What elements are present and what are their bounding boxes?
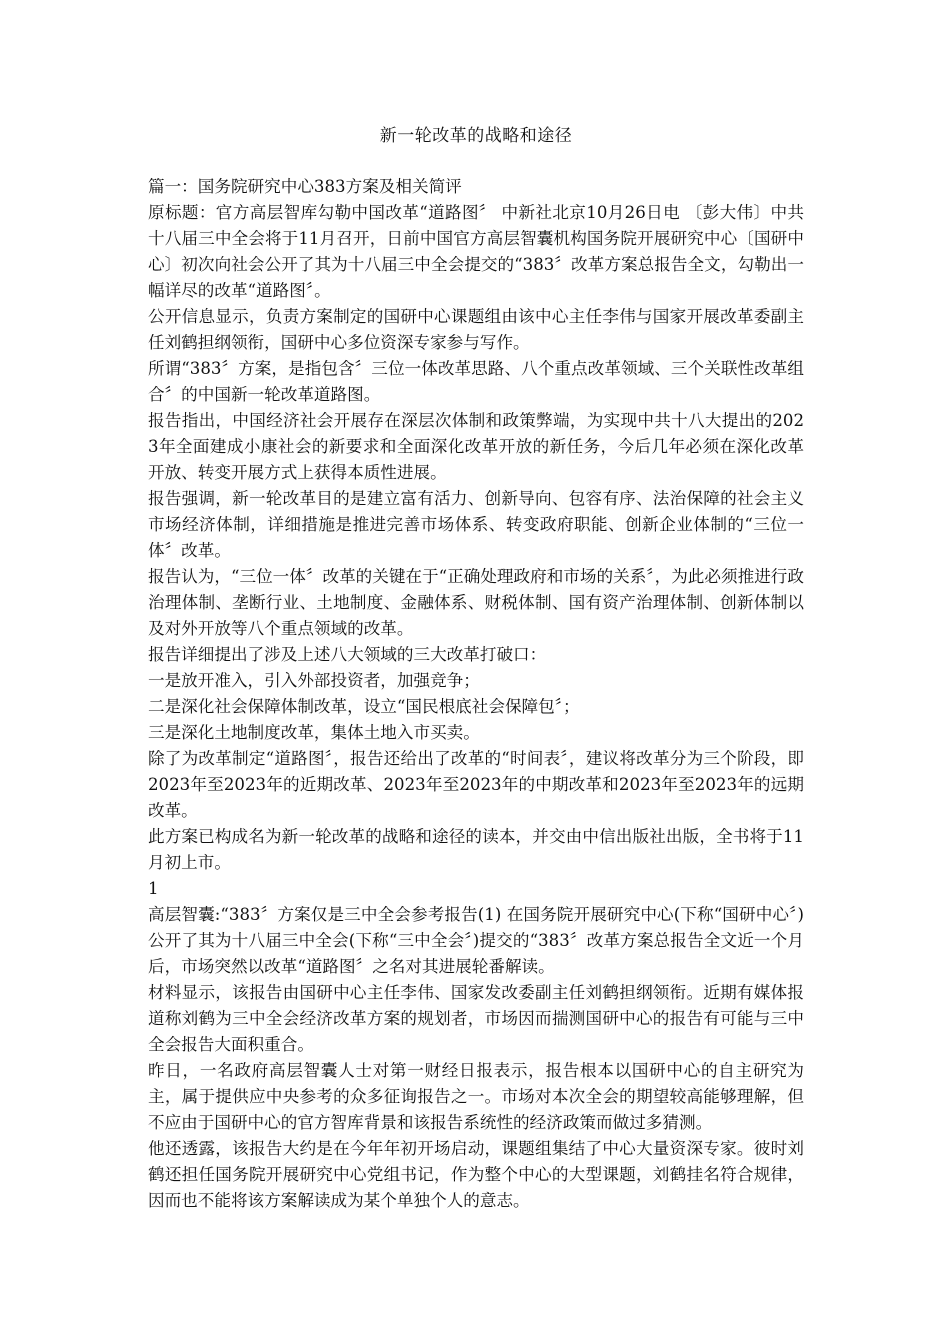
paragraph: 公开信息显示，负责方案制定的国研中心课题组由该中心主任李伟与国家开展改革委副主任刘鹤担纲领衔，国研中心多位资深专家参与写作。 <box>148 307 804 352</box>
document-page <box>148 122 804 1214</box>
paragraph: 材料显示，该报告由国研中心主任李伟、国家发改委副主任刘鹤担纲领衔。近期有媒体报道称刘鹤为三中全会经济改革方案的规划者，市场因而揣测国研中心的报告有可能与三中全会报告大面积重合。 <box>148 983 804 1054</box>
paragraph: 篇一：国务院研究中心383方案及相关简评 <box>148 177 462 196</box>
paragraph: 他还透露，该报告大约是在今年年初开场启动，课题组集结了中心大量资深专家。彼时刘鹤还担任国务院开展研究中心党组书记，作为整个中心的大型课题，刘鹤挂名符合规律，因而也不能将该方案解读成为某个单独个人的意志。 <box>148 1139 804 1210</box>
paragraph: 一是放开准入，引入外部投资者，加强竞争； <box>148 671 480 690</box>
paragraph: 报告强调，新一轮改革目的是建立富有活力、创新导向、包容有序、法治保障的社会主义市场经济体制，详细措施是推进完善市场体系、转变政府职能、创新企业体制的“三位一体〞改革。 <box>148 489 804 560</box>
paragraph: 三是深化土地制度改革，集体土地入市买卖。 <box>148 723 480 742</box>
paragraph: 报告认为，“三位一体〞改革的关键在于“正确处理政府和市场的关系〞，为此必须推进行政治理体制、垄断行业、土地制度、金融体系、财税体制、国有资产治理体制、创新体制以及对外开放等八个重点领域的改革。 <box>148 567 804 638</box>
paragraph: 报告指出，中国经济社会开展存在深层次体制和政策弊端，为实现中共十八大提出的2023年全面建成小康社会的新要求和全面深化改革开放的新任务，今后几年必须在深化改革开放、转变开展方式上获得本质性进展。 <box>148 411 804 482</box>
paragraph: 原标题：官方高层智库勾勒中国改革“道路图〞 中新社北京10月26日电 〔彭大伟〕中共十八届三中全会将于11月召开，日前中国官方高层智囊机构国务院开展研究中心〔国研中心〕初次向社会公开了其为十八届三中全会提交的“383〞改革方案总报告全文，勾勒出一幅详尽的改革“道路图〞。 <box>148 203 804 300</box>
paragraph: 报告详细提出了涉及上述八大领域的三大改革打破口： <box>148 645 547 664</box>
document-title: 新一轮改革的战略和途径 <box>379 126 573 146</box>
paragraph: 二是深化社会保障体制改革，设立“国民根底社会保障包〞； <box>148 697 580 716</box>
page-number: 1 <box>148 879 159 898</box>
paragraph: 昨日，一名政府高层智囊人士对第一财经日报表示，报告根本以国研中心的自主研究为主，属于提供应中央参考的众多征询报告之一。市场对本次全会的期望较高能够理解，但不应由于国研中心的官方智库背景和该报告系统性的经济政策而做过多猜测。 <box>148 1061 804 1132</box>
paragraph: 此方案已构成名为新一轮改革的战略和途径的读本，并交由中信出版社出版，全书将于11月初上市。 <box>148 827 804 872</box>
paragraph: 除了为改革制定“道路图〞，报告还给出了改革的“时间表〞，建议将改革分为三个阶段，即2023年至2023年的近期改革、2023年至2023年的中期改革和2023年至2023年的远期改革。 <box>148 749 804 820</box>
paragraph: 所谓“383〞方案，是指包含〞三位一体改革思路、八个重点改革领域、三个关联性改革组合〞的中国新一轮改革道路图。 <box>148 359 804 404</box>
paragraph: 高层智囊:“383〞方案仅是三中全会参考报告(1) 在国务院开展研究中心(下称“国研中心〞)公开了其为十八届三中全会(下称“三中全会〞)提交的“383〞改革方案总报告全文近一个月后，市场突然以改革“道路图〞之名对其进展轮番解读。 <box>148 905 804 976</box>
